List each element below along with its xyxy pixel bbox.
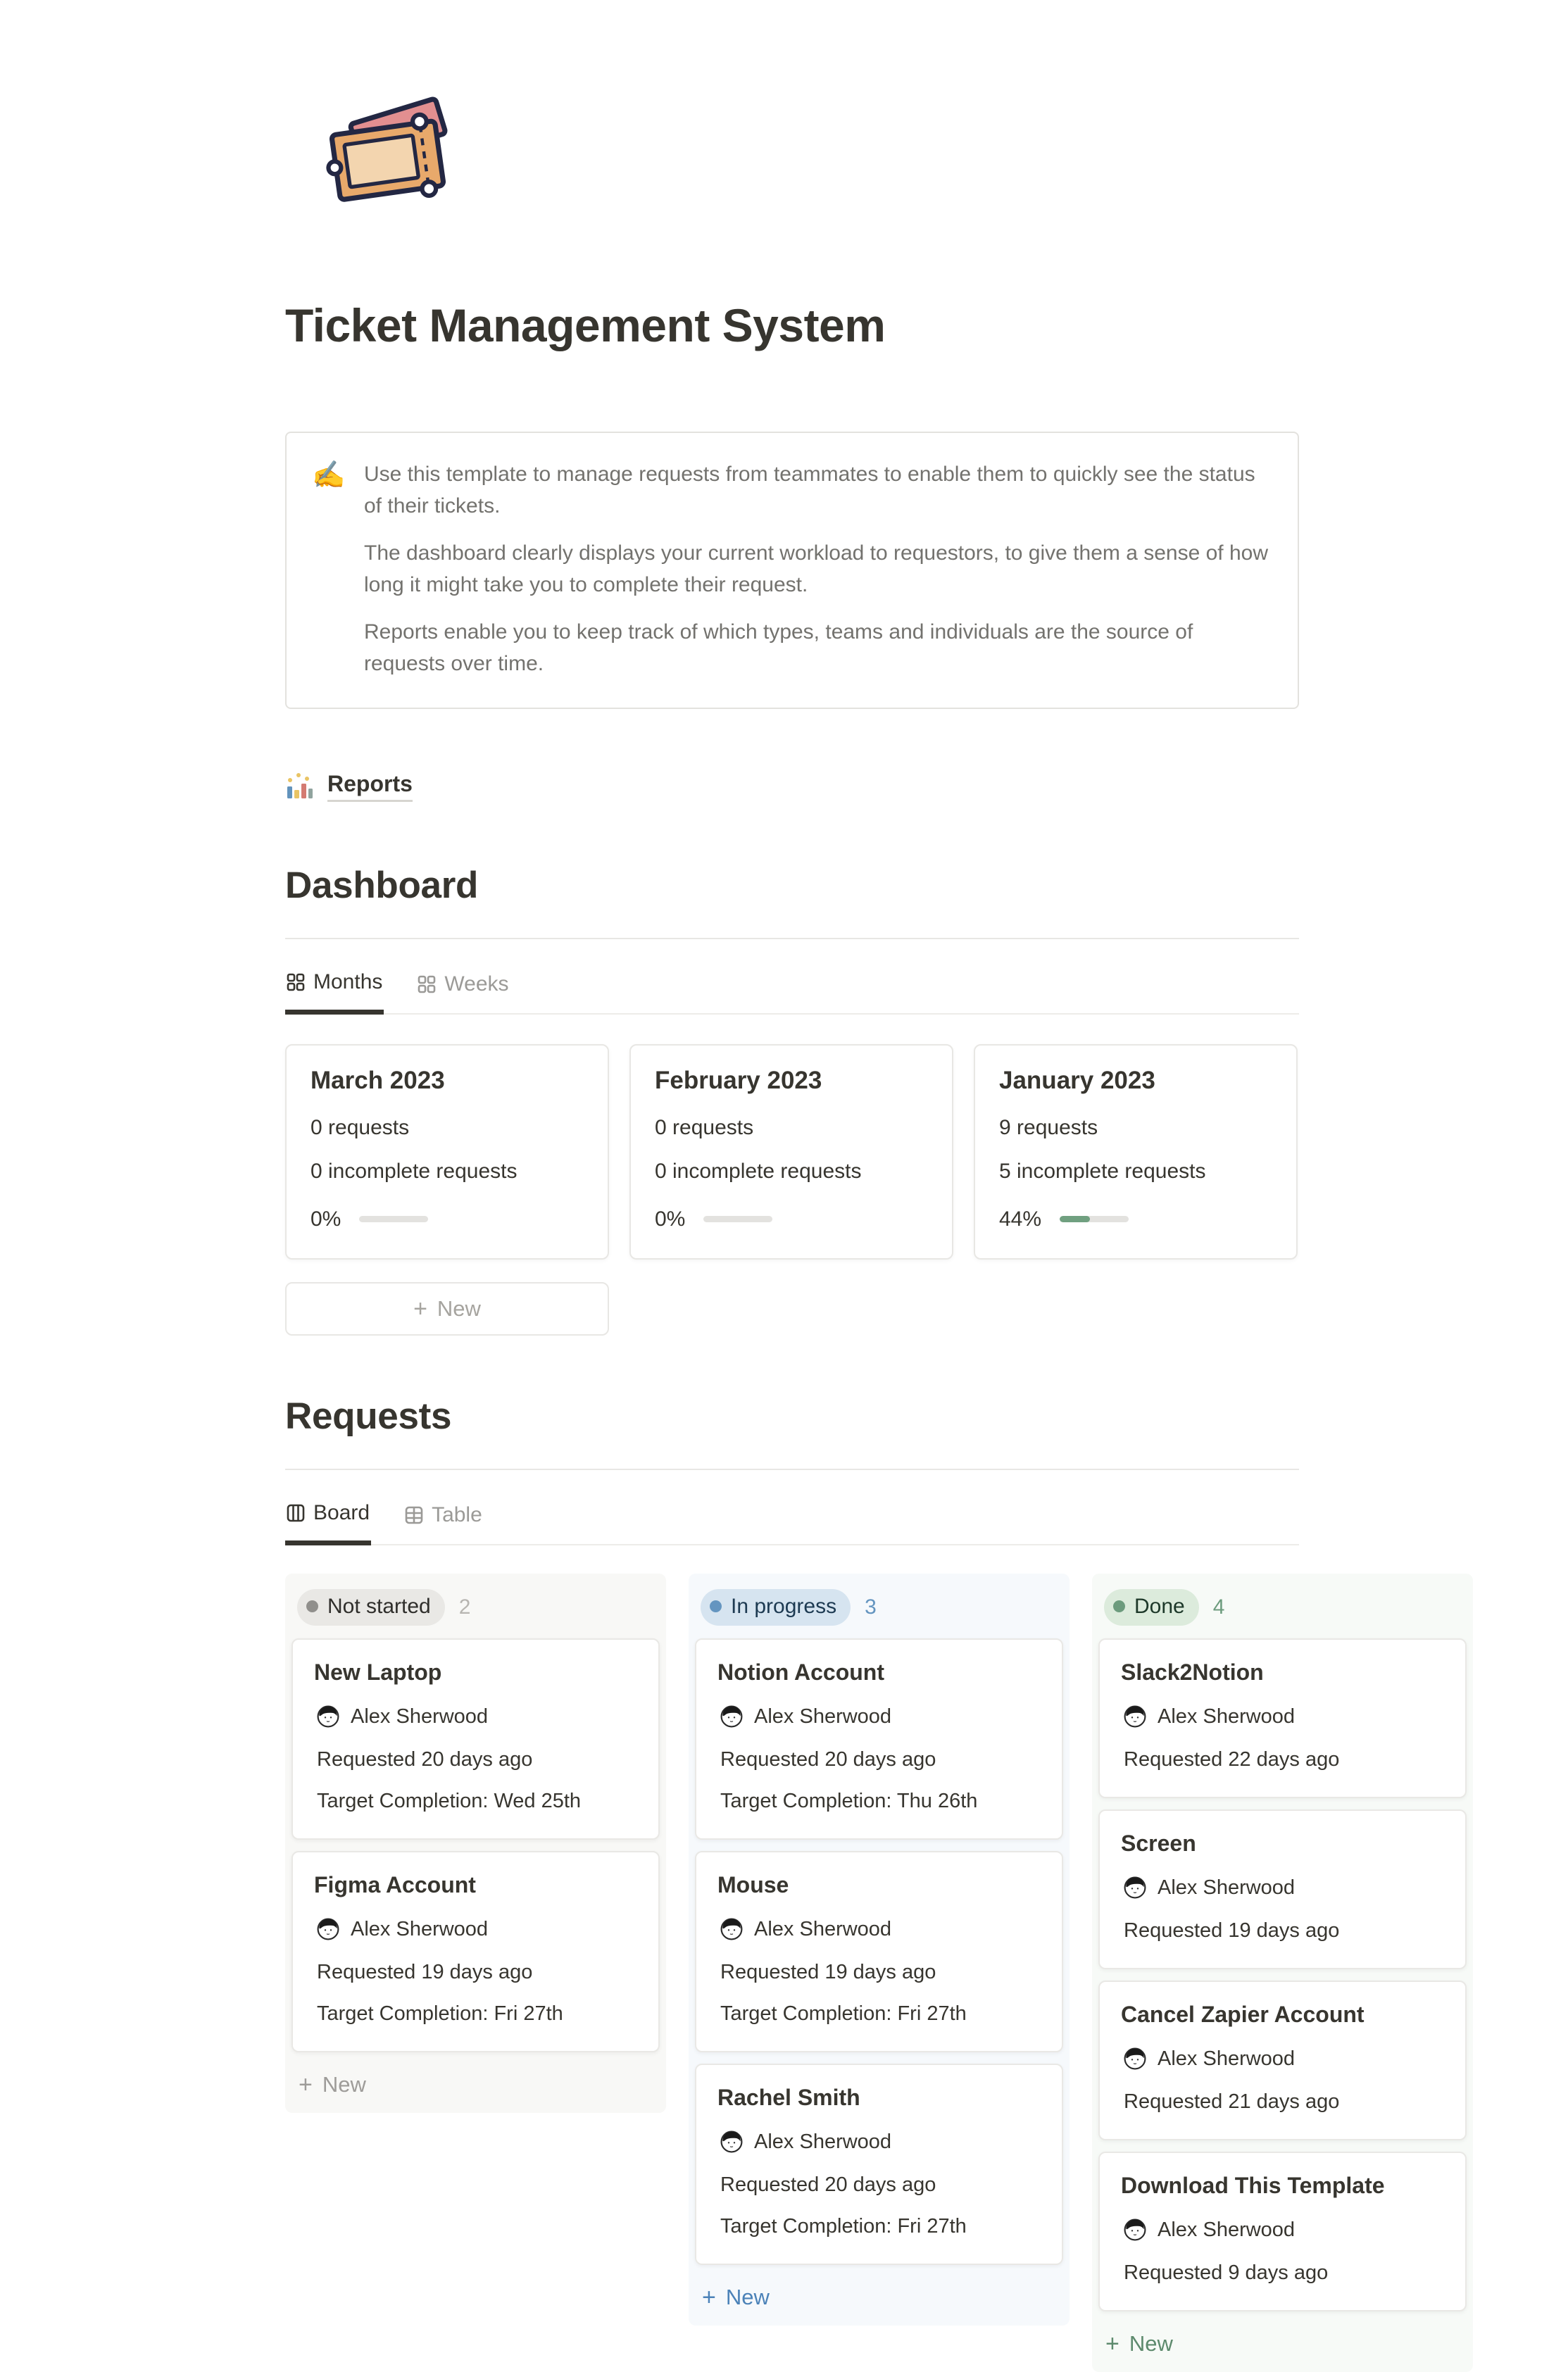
incomplete-count: 5 incomplete requests xyxy=(999,1159,1206,1183)
person-name: Alex Sherwood xyxy=(754,1917,892,1940)
gallery-view-icon xyxy=(287,973,305,991)
requested-date: Requested 19 days ago xyxy=(720,1960,936,1983)
person-row xyxy=(1121,2047,1444,2071)
request-card[interactable] xyxy=(1098,2152,1467,2311)
card-title: Cancel Zapier Account xyxy=(1121,2001,1365,2027)
person-name: Alex Sherwood xyxy=(1158,1876,1296,1899)
incomplete-count: 0 incomplete requests xyxy=(655,1159,862,1183)
board-column-in-progress xyxy=(689,1574,1070,2326)
column-new-button[interactable]: + New xyxy=(1105,2330,1173,2357)
card-title: January 2023 xyxy=(999,1066,1155,1094)
requested-date: Requested 22 days ago xyxy=(1124,1747,1340,1771)
person-name: Alex Sherwood xyxy=(1158,2047,1296,2070)
divider xyxy=(285,938,1299,939)
requested-date: Requested 9 days ago xyxy=(1124,2261,1329,2284)
table-view-icon xyxy=(405,1506,423,1524)
progress-percent: 0% xyxy=(655,1207,686,1231)
status-pill: In progress xyxy=(701,1589,851,1626)
callout-paragraph: Use this template to manage requests from teammates to enable them to quickly see the status of their tickets. xyxy=(364,462,1255,517)
requests-heading: Requests xyxy=(285,1395,452,1437)
person-row xyxy=(314,1918,637,1941)
month-card-march[interactable] xyxy=(285,1044,609,1260)
month-card-january[interactable] xyxy=(974,1044,1298,1260)
card-title: March 2023 xyxy=(311,1066,445,1094)
tab-board[interactable]: Board xyxy=(285,1491,371,1545)
target-completion: Target Completion: Thu 26th xyxy=(720,1789,978,1812)
card-title: February 2023 xyxy=(655,1066,822,1094)
dashboard-new-button[interactable]: + New xyxy=(285,1282,609,1336)
avatar xyxy=(1124,2047,1146,2070)
column-header[interactable] xyxy=(695,1581,1063,1638)
status-dot xyxy=(306,1600,318,1612)
progress-percent: 44% xyxy=(999,1207,1042,1231)
target-completion: Target Completion: Wed 25th xyxy=(317,1789,582,1812)
avatar xyxy=(720,1918,743,1940)
requested-date: Requested 20 days ago xyxy=(720,2173,936,2196)
person-row xyxy=(1121,1705,1444,1728)
card-title: Slack2Notion xyxy=(1121,1659,1264,1685)
progress-row xyxy=(999,1207,1272,1231)
divider xyxy=(285,1469,1299,1470)
requests-count: 0 requests xyxy=(311,1115,410,1139)
request-card[interactable] xyxy=(695,1638,1063,1840)
progress-row xyxy=(311,1207,584,1231)
ticket-icon[interactable] xyxy=(313,95,461,211)
card-title: Figma Account xyxy=(314,1871,476,1897)
avatar xyxy=(1124,2219,1146,2241)
person-name: Alex Sherwood xyxy=(1158,2218,1296,2241)
card-title: Notion Account xyxy=(717,1659,884,1685)
request-card[interactable] xyxy=(695,2064,1063,2265)
plus-icon: + xyxy=(1105,2330,1119,2357)
card-title: New Laptop xyxy=(314,1659,442,1685)
card-title: Download This Template xyxy=(1121,2172,1385,2198)
plus-icon: + xyxy=(299,2071,313,2098)
dashboard-heading: Dashboard xyxy=(285,864,479,906)
card-title: Mouse xyxy=(717,1871,789,1897)
card-title: Rachel Smith xyxy=(717,2084,860,2110)
progress-fill xyxy=(1060,1216,1090,1222)
card-title: Screen xyxy=(1121,1830,1196,1856)
request-card[interactable] xyxy=(291,1638,660,1840)
month-card-february[interactable] xyxy=(629,1044,953,1260)
avatar xyxy=(317,1918,339,1940)
request-card[interactable] xyxy=(1098,1638,1467,1798)
progress-bar xyxy=(359,1216,428,1222)
board-column-done xyxy=(1092,1574,1473,2372)
request-card[interactable] xyxy=(291,1851,660,2052)
board-column-not-started xyxy=(285,1574,666,2113)
tab-weeks[interactable]: Weeks xyxy=(416,960,510,1015)
requests-count: 9 requests xyxy=(999,1115,1098,1139)
target-completion: Target Completion: Fri 27th xyxy=(720,2214,967,2238)
plus-icon: + xyxy=(702,2283,716,2311)
tab-table[interactable]: Table xyxy=(403,1491,484,1545)
requests-count: 0 requests xyxy=(655,1115,754,1139)
person-row xyxy=(314,1705,637,1728)
column-new-button[interactable]: + New xyxy=(702,2283,770,2311)
column-count: 4 xyxy=(1212,1595,1225,1619)
dashboard-gallery xyxy=(285,1044,1299,1260)
status-dot xyxy=(710,1600,722,1612)
requested-date: Requested 19 days ago xyxy=(1124,1919,1340,1942)
requested-date: Requested 21 days ago xyxy=(1124,2090,1340,2113)
tab-months[interactable]: Months xyxy=(285,960,384,1015)
person-name: Alex Sherwood xyxy=(351,1705,489,1728)
callout-paragraph: Reports enable you to keep track of which types, teams and individuals are the source of requests over time. xyxy=(364,620,1193,675)
request-card[interactable] xyxy=(1098,1809,1467,1969)
column-header[interactable] xyxy=(1098,1581,1467,1638)
avatar xyxy=(720,2131,743,2153)
person-row xyxy=(717,2131,1041,2154)
target-completion: Target Completion: Fri 27th xyxy=(317,2002,563,2025)
requests-view-tabs xyxy=(285,1491,1299,1545)
callout-body xyxy=(364,458,1269,679)
person-row xyxy=(717,1918,1041,1941)
column-header[interactable] xyxy=(291,1581,660,1638)
avatar xyxy=(1124,1705,1146,1728)
progress-row xyxy=(655,1207,928,1231)
writing-hand-icon: ✍️ xyxy=(312,460,346,490)
person-row xyxy=(1121,2219,1444,2242)
reports-link-label: Reports xyxy=(327,771,413,802)
progress-bar xyxy=(703,1216,772,1222)
person-name: Alex Sherwood xyxy=(754,2130,892,2153)
person-name: Alex Sherwood xyxy=(351,1917,489,1940)
target-completion: Target Completion: Fri 27th xyxy=(720,2002,967,2025)
page-title: Ticket Management System xyxy=(285,299,886,351)
column-new-button[interactable]: + New xyxy=(299,2071,366,2098)
column-count: 3 xyxy=(865,1595,877,1619)
kanban-board xyxy=(285,1574,1568,2372)
status-pill: Not started xyxy=(297,1589,445,1626)
person-name: Alex Sherwood xyxy=(754,1705,892,1728)
plus-icon: + xyxy=(413,1295,427,1322)
requested-date: Requested 20 days ago xyxy=(720,1747,936,1771)
reports-page-link[interactable] xyxy=(285,771,413,802)
bar-chart-icon xyxy=(285,772,315,801)
person-name: Alex Sherwood xyxy=(1158,1705,1296,1728)
progress-percent: 0% xyxy=(311,1207,341,1231)
gallery-view-icon xyxy=(418,975,436,993)
requested-date: Requested 19 days ago xyxy=(317,1960,533,1983)
avatar xyxy=(1124,1876,1146,1899)
callout-paragraph: The dashboard clearly displays your current workload to requestors, to give them a sense of how long it might take you to complete their request. xyxy=(364,541,1268,596)
callout xyxy=(285,432,1299,709)
dashboard-view-tabs xyxy=(285,960,1299,1015)
column-count: 2 xyxy=(458,1595,471,1619)
avatar xyxy=(317,1705,339,1728)
progress-bar xyxy=(1060,1216,1129,1222)
request-card[interactable] xyxy=(1098,1981,1467,2140)
requested-date: Requested 20 days ago xyxy=(317,1747,533,1771)
board-view-icon xyxy=(287,1504,305,1522)
request-card[interactable] xyxy=(695,1851,1063,2052)
incomplete-count: 0 incomplete requests xyxy=(311,1159,518,1183)
status-pill: Done xyxy=(1104,1589,1199,1626)
status-dot xyxy=(1113,1600,1125,1612)
person-row xyxy=(1121,1876,1444,1900)
avatar xyxy=(720,1705,743,1728)
person-row xyxy=(717,1705,1041,1728)
